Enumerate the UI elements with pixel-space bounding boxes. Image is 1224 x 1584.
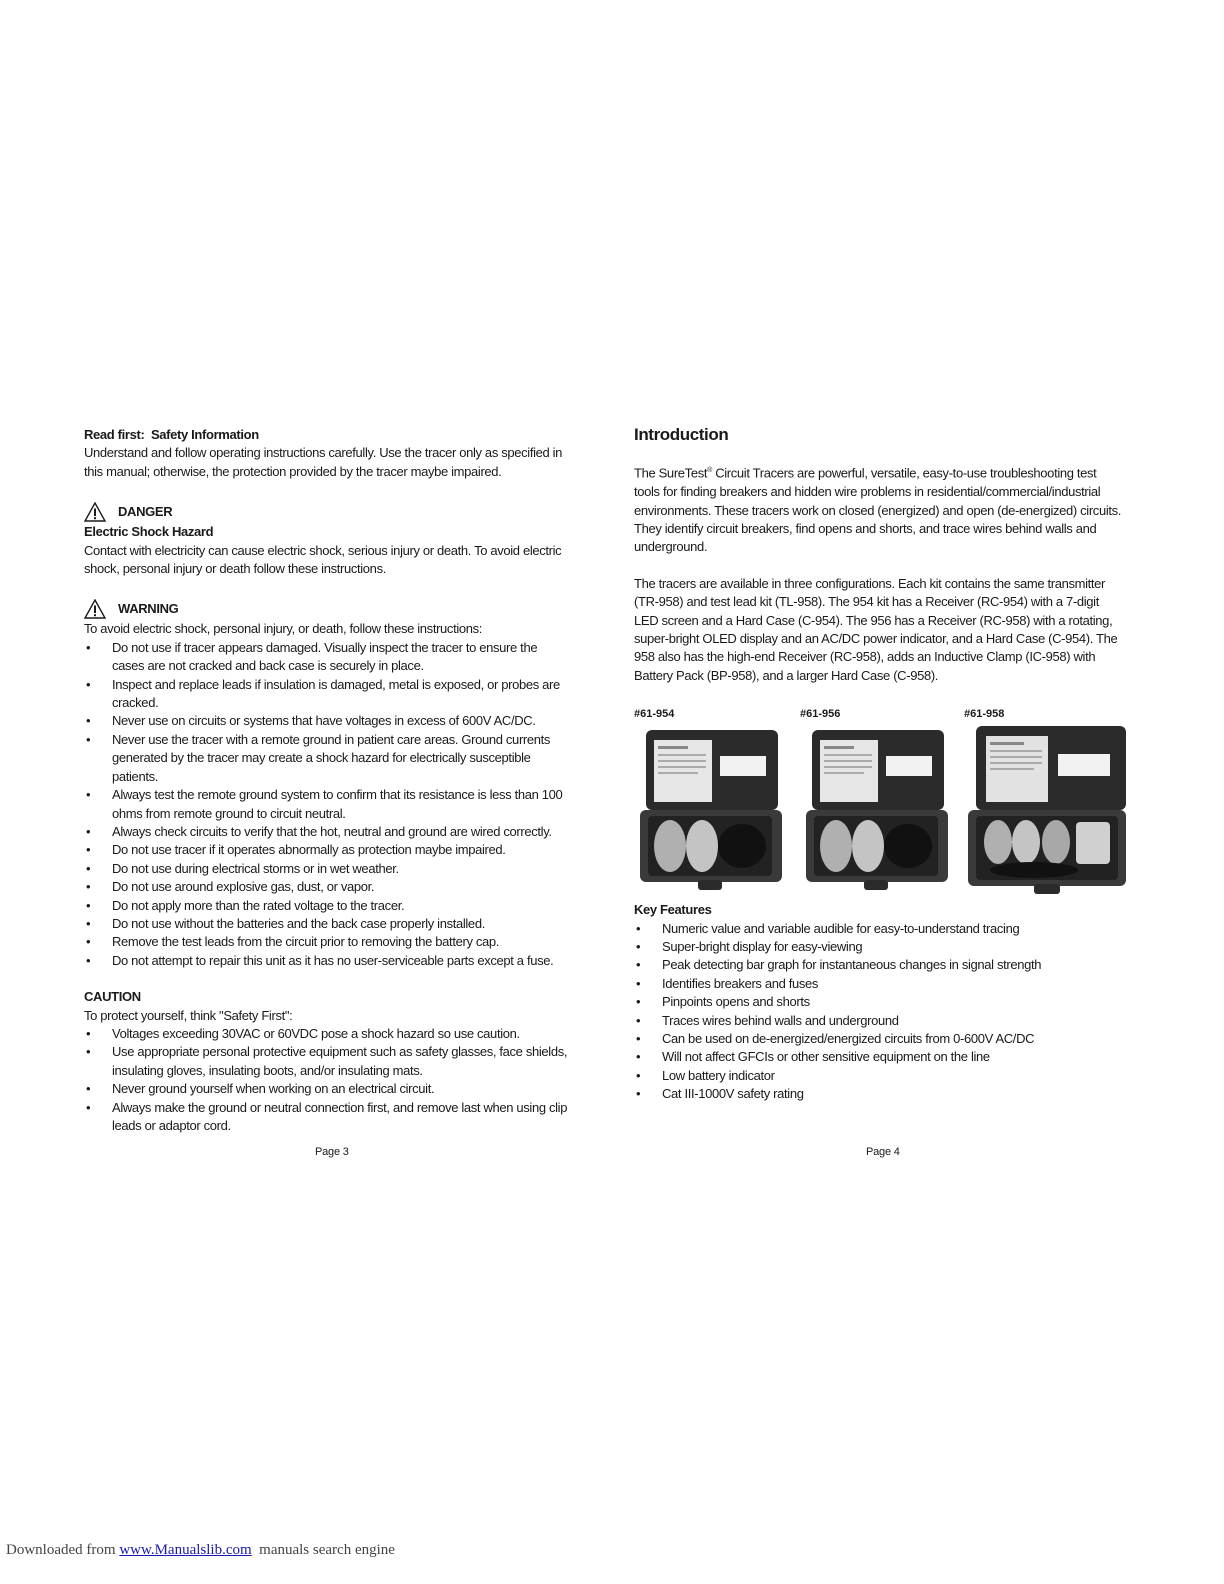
safety-heading-title: Safety Information xyxy=(150,427,259,442)
list-item: • Do not use around explosive gas, dust, or vapor. xyxy=(84,878,572,896)
kit-label: #61-956 xyxy=(800,708,841,721)
safety-heading-prefix: Read first: xyxy=(84,427,145,442)
kit-61-956 xyxy=(800,705,950,897)
caution-label: CAUTION xyxy=(84,989,141,1005)
list-item: • Traces wires behind walls and underground xyxy=(634,1012,1122,1030)
registered-mark: ® xyxy=(707,467,712,475)
tool-case-image xyxy=(800,726,950,898)
features-list xyxy=(634,920,1122,1104)
danger-alert xyxy=(84,501,572,523)
list-item: • Do not use without the batteries and the back case properly installed. xyxy=(84,915,572,933)
list-item: • Will not affect GFCIs or other sensitive equipment on the line xyxy=(634,1048,1122,1066)
list-item: • Pinpoints opens and shorts xyxy=(634,993,1122,1011)
kit-photos xyxy=(634,705,1122,901)
intro-text-rest: Circuit Tracers are powerful, versatile, easy-to-use troubleshooting test tools for finding breakers and hidden wire problems in residential/commercial/industrial environments. These tracers work on closed (energized) and open (de-energized) circuits. They identify circuit breakers, find opens and shorts, and trace wires behind walls and underground. xyxy=(634,465,1122,555)
list-item: • Cat III-1000V safety rating xyxy=(634,1085,1122,1103)
list-item: • Can be used on de-energized/energized circuits from 0-600V AC/DC xyxy=(634,1030,1122,1048)
list-item: • Do not attempt to repair this unit as it has no user-serviceable parts except a fuse. xyxy=(84,952,572,970)
intro-paragraph-2: The tracers are available in three configurations. Each kit contains the same transmitter (TR-958) and test lead kit (TL-958). The 954 kit has a Receiver (RC-954) with a 7-digit LED screen and a Hard Case (C-954). The 956 has a Receiver (RC-958) with a rotating, super-bright OLED display and an AC/DC power indicator, and a Hard Case (C-954). The 958 also has the high-end Receiver (RC-958), adds an Inductive Clamp (IC-958) with Battery Pack (BP-958), and a larger Hard Case (C-958). xyxy=(634,575,1118,683)
warning-triangle-icon xyxy=(84,599,106,619)
page-title: Introduction xyxy=(634,425,729,444)
warning-triangle-icon xyxy=(84,502,106,522)
warning-list xyxy=(84,639,572,970)
download-footer xyxy=(6,1542,395,1559)
kit-61-958 xyxy=(964,705,1130,901)
list-item: • Always test the remote ground system to confirm that its resistance is less than 100 ohms from remote ground to circuit neutral. xyxy=(84,786,572,823)
list-item: • Never use on circuits or systems that have voltages in excess of 600V AC/DC. xyxy=(84,712,572,730)
features-title: Key Features xyxy=(634,902,712,918)
warning-alert xyxy=(84,598,572,620)
list-item: • Always make the ground or neutral connection first, and remove last when using clip leads or adaptor cord. xyxy=(84,1099,572,1136)
safety-heading xyxy=(84,426,572,444)
danger-label: DANGER xyxy=(118,504,173,520)
warning-intro: To avoid electric shock, personal injury, or death, follow these instructions: xyxy=(84,621,483,637)
list-item: • Do not use during electrical storms or in wet weather. xyxy=(84,860,572,878)
list-item: • Voltages exceeding 30VAC or 60VDC pose a shock hazard so use caution. xyxy=(84,1025,572,1043)
list-item: • Never use the tracer with a remote ground in patient care areas. Ground currents generated by the tracer may create a shock hazard for electrically susceptible patients. xyxy=(84,731,572,786)
page-number-left: Page 3 xyxy=(315,1146,349,1158)
warning-label: WARNING xyxy=(118,601,179,617)
left-page xyxy=(84,426,572,1135)
list-item: • Do not use tracer if it operates abnormally as protection maybe impaired. xyxy=(84,841,572,859)
footer-suffix: manuals search engine xyxy=(251,1542,395,1558)
list-item: • Inspect and replace leads if insulation is damaged, metal is exposed, or probes are cracked. xyxy=(84,676,572,713)
manualslib-link[interactable]: www.Manualslib.com xyxy=(119,1542,252,1558)
caution-list xyxy=(84,1025,572,1135)
list-item: • Use appropriate personal protective equipment such as safety glasses, face shields, insulating gloves, insulating boots, and/or insulating mats. xyxy=(84,1043,572,1080)
right-page xyxy=(634,426,1122,1104)
list-item: • Low battery indicator xyxy=(634,1067,1122,1085)
footer-prefix: Downloaded from xyxy=(6,1542,120,1558)
list-item: • Numeric value and variable audible for easy-to-understand tracing xyxy=(634,920,1122,938)
tool-case-image xyxy=(964,726,1130,902)
kit-label: #61-958 xyxy=(964,708,1005,721)
danger-text: Contact with electricity can cause electric shock, serious injury or death. To avoid electric shock, personal injury or death follow these instructions. xyxy=(84,542,562,577)
safety-intro: Understand and follow operating instructions carefully. Use the tracer only as specified in this manual; otherwise, the protection provided by the tracer maybe impaired. xyxy=(84,445,563,479)
intro-text-start: The SureTest xyxy=(634,465,708,481)
list-item: • Do not use if tracer appears damaged. Visually inspect the tracer to ensure the cases are not cracked and back case is securely in place. xyxy=(84,639,572,676)
kit-label: #61-954 xyxy=(634,708,675,721)
kit-61-954 xyxy=(634,705,784,897)
list-item: • Remove the test leads from the circuit prior to removing the battery cap. xyxy=(84,933,572,951)
list-item: • Peak detecting bar graph for instantaneous changes in signal strength xyxy=(634,956,1122,974)
intro-paragraph-1 xyxy=(634,462,1122,556)
list-item: • Identifies breakers and fuses xyxy=(634,975,1122,993)
tool-case-image xyxy=(634,726,784,898)
list-item: • Always check circuits to verify that the hot, neutral and ground are wired correctly. xyxy=(84,823,572,841)
list-item: • Never ground yourself when working on an electrical circuit. xyxy=(84,1080,572,1098)
danger-subtitle: Electric Shock Hazard xyxy=(84,524,214,540)
page-number-right: Page 4 xyxy=(866,1146,900,1158)
list-item: • Do not apply more than the rated voltage to the tracer. xyxy=(84,897,572,915)
list-item: • Super-bright display for easy-viewing xyxy=(634,938,1122,956)
caution-intro: To protect yourself, think "Safety First": xyxy=(84,1007,293,1023)
